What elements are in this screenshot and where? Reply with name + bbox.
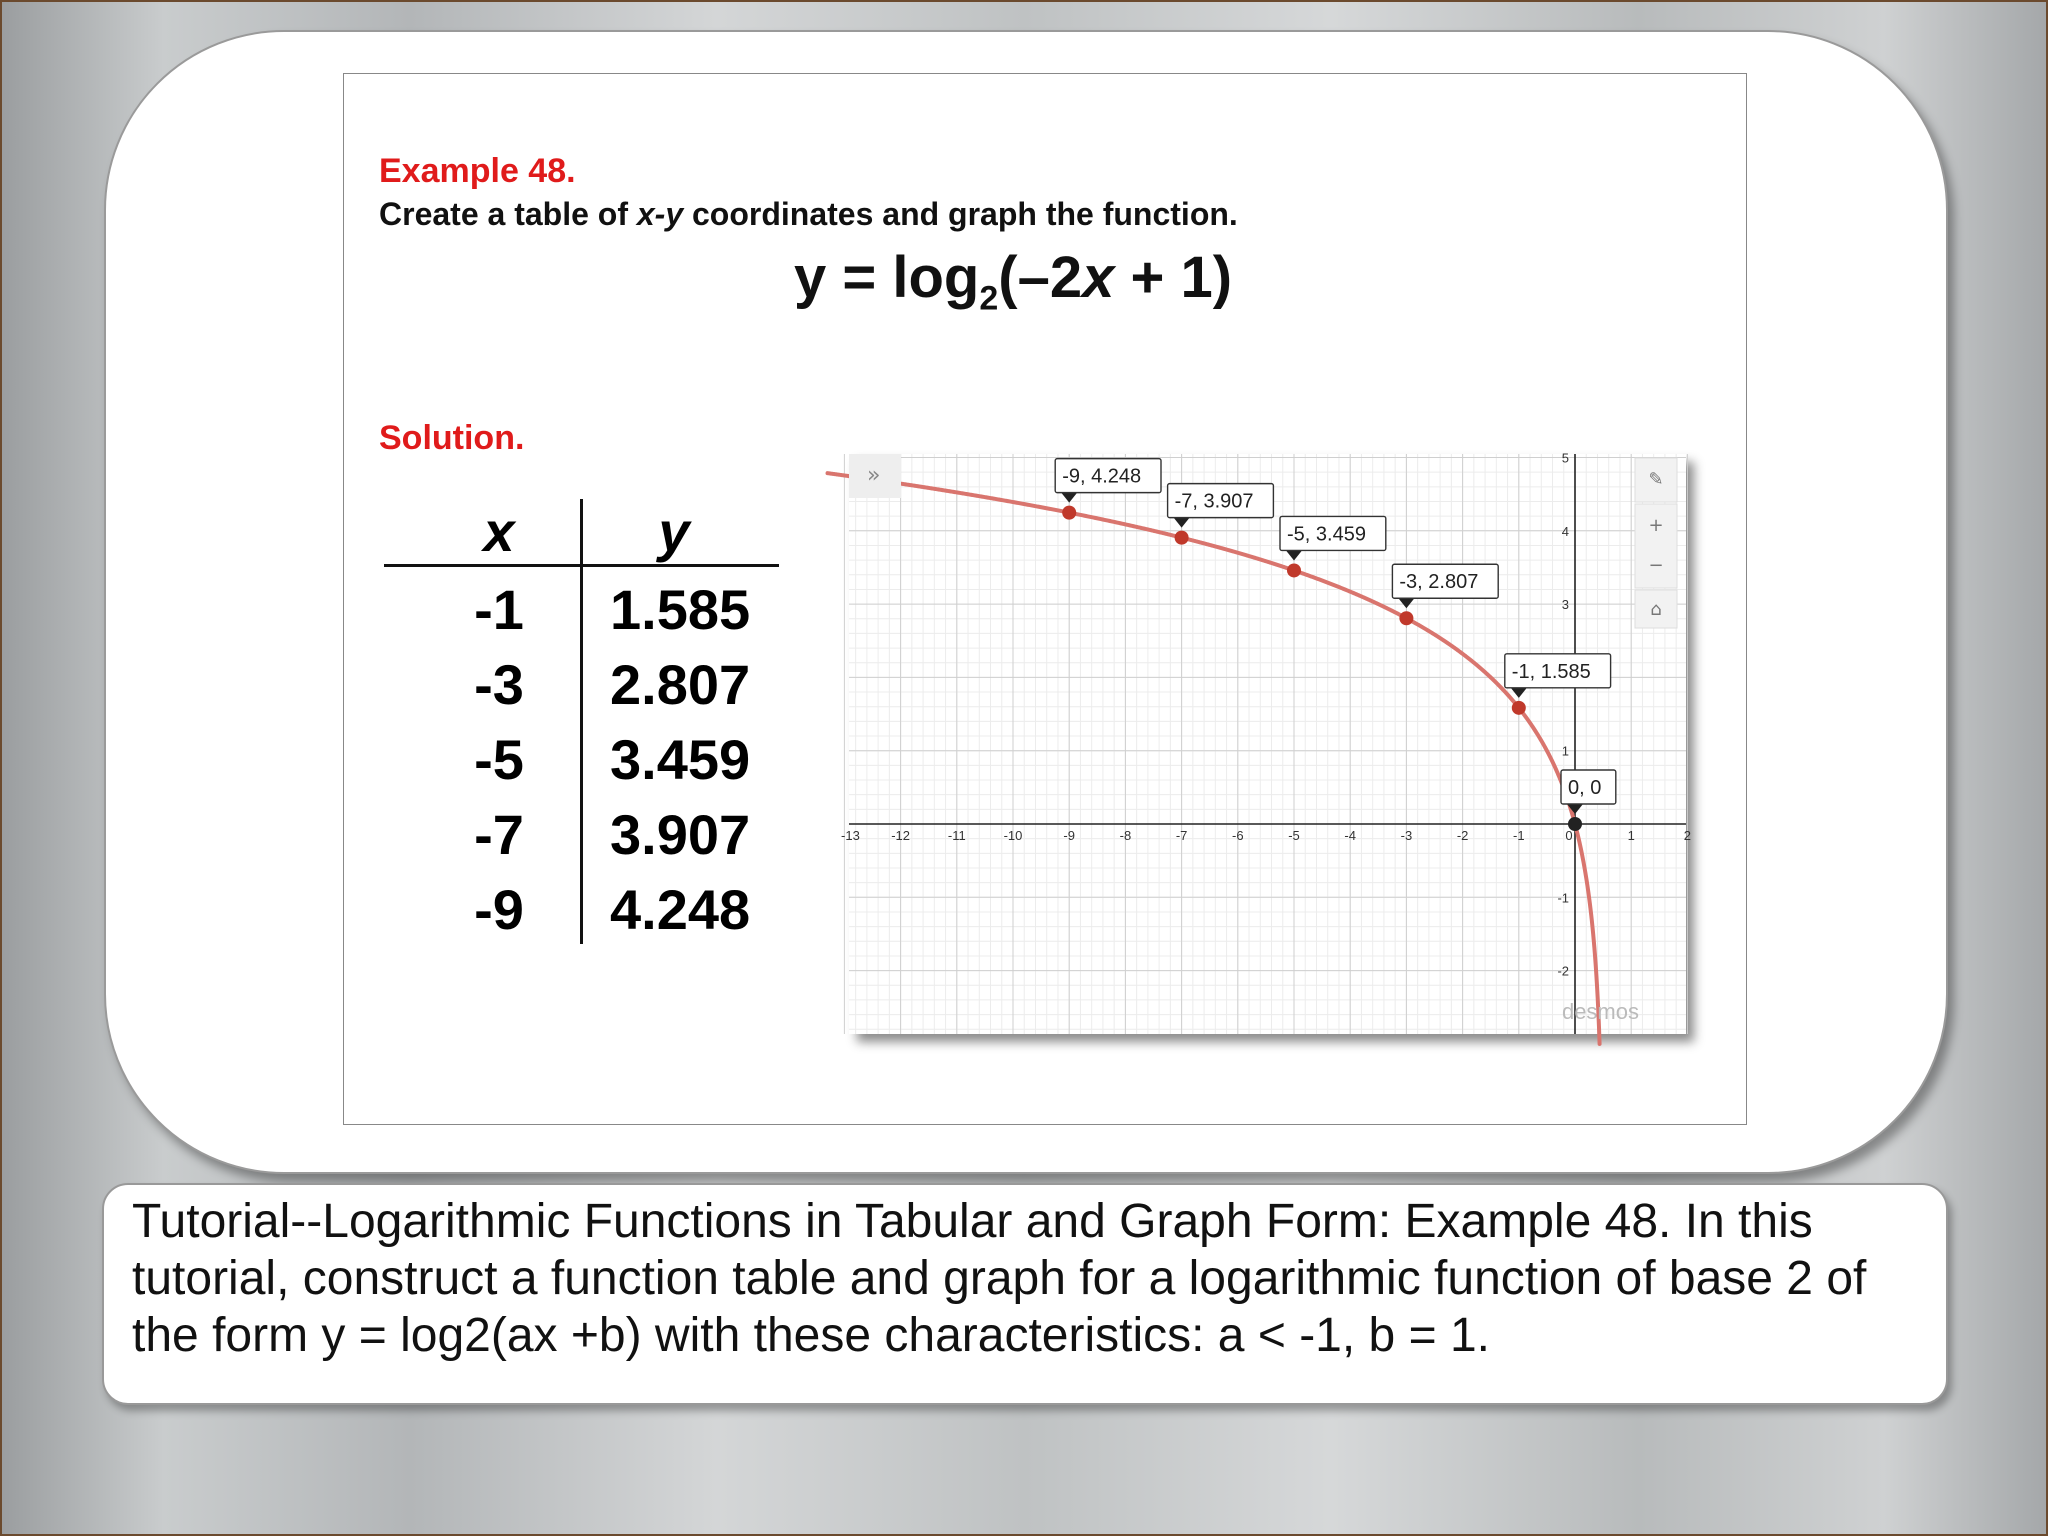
x-tick-label: -11 [947, 828, 966, 843]
formula-lhs: y = log [794, 245, 980, 310]
x-tick-label: -5 [1288, 828, 1300, 843]
formula-arg-post: + 1) [1114, 245, 1233, 310]
wrench-icon: ✎ [1648, 469, 1664, 490]
formula-arg-pre: (–2 [998, 245, 1083, 310]
table-cell-x: -7 [474, 803, 524, 866]
x-tick-label: -8 [1119, 828, 1132, 843]
table-cell-y: 3.907 [610, 803, 751, 866]
minus-icon: − [1648, 555, 1664, 576]
desmos-watermark: desmos [1561, 999, 1639, 1024]
point-label: -9, 4.248 [1062, 465, 1142, 488]
graph-background [849, 454, 1686, 1034]
y-tick-label: -1 [1557, 890, 1569, 906]
y-tick-label: 4 [1561, 523, 1569, 539]
function-graph[interactable] [841, 450, 1692, 1034]
table-cell-x: -5 [474, 728, 524, 791]
x-tick-label: -10 [1003, 828, 1023, 843]
table-cell-x: -9 [474, 878, 524, 941]
x-tick-label: -6 [1232, 828, 1244, 843]
x-tick-label: -2 [1456, 828, 1469, 843]
table-cell-y: 4.248 [610, 878, 751, 941]
point-label: 0, 0 [1568, 777, 1602, 799]
table-header-y: y [658, 500, 690, 563]
graph-panel[interactable] [841, 450, 1692, 1034]
point-label: -1, 1.585 [1511, 660, 1591, 683]
point-label: -3, 2.807 [1399, 571, 1479, 594]
x-tick-label: 0 [1565, 828, 1573, 843]
x-tick-label: 1 [1627, 828, 1635, 843]
table-cell-y: 2.807 [610, 653, 751, 716]
y-tick-label: 3 [1561, 597, 1569, 613]
home-icon: ⌂ [1650, 599, 1662, 620]
data-point [1175, 531, 1189, 545]
x-tick-label: -7 [1175, 828, 1188, 843]
x-tick-label: -13 [841, 828, 860, 843]
x-tick-label: -9 [1063, 828, 1075, 843]
x-tick-label: -1 [1513, 828, 1525, 843]
formula-base: 2 [979, 279, 999, 318]
caption-text: Tutorial--Logarithmic Functions in Tabular and Graph Form: Example 48. In this tutorial, construct a function table and graph for a logarithmic function of base 2 of the form y = log2(ax +b) with these characteristics: a < -1, b = 1. [132, 1195, 1867, 1362]
y-tick-label: -2 [1557, 963, 1569, 979]
x-tick-label: -12 [891, 828, 910, 843]
point-label: -7, 3.907 [1174, 490, 1254, 513]
data-point [1062, 506, 1076, 520]
slide-content [343, 73, 1747, 1125]
table-cell-x: -3 [474, 653, 524, 716]
instruction-pre: Create a table of [379, 196, 637, 232]
data-point [1287, 563, 1301, 577]
instruction-post: coordinates and graph the function. [683, 196, 1238, 232]
function-formula [794, 244, 1232, 319]
table-header-x: x [483, 500, 515, 563]
formula-x: x [1082, 245, 1115, 310]
instruction-var: x-y [636, 196, 684, 232]
x-tick-label: -4 [1344, 828, 1356, 843]
x-tick-label: -3 [1400, 828, 1413, 843]
example-title: Example 48. [379, 152, 576, 190]
instruction-text [379, 196, 1238, 233]
table-column-divider [580, 499, 583, 944]
data-point [1399, 611, 1413, 625]
table-cell-y: 1.585 [610, 578, 751, 641]
solution-label: Solution. [379, 419, 525, 457]
point-label: -5, 3.459 [1287, 523, 1366, 546]
plus-icon: + [1648, 515, 1664, 536]
y-tick-label: 1 [1561, 743, 1569, 759]
table-cell-y: 3.459 [610, 728, 751, 791]
table-cell-x: -1 [474, 578, 524, 641]
data-point [1512, 701, 1526, 715]
xy-table [384, 499, 779, 944]
data-point [1568, 817, 1582, 831]
x-tick-label: 2 [1683, 828, 1692, 843]
caption-box [102, 1183, 1948, 1405]
y-tick-label: 5 [1561, 450, 1569, 466]
double-chevron-right-icon: » [867, 463, 881, 488]
